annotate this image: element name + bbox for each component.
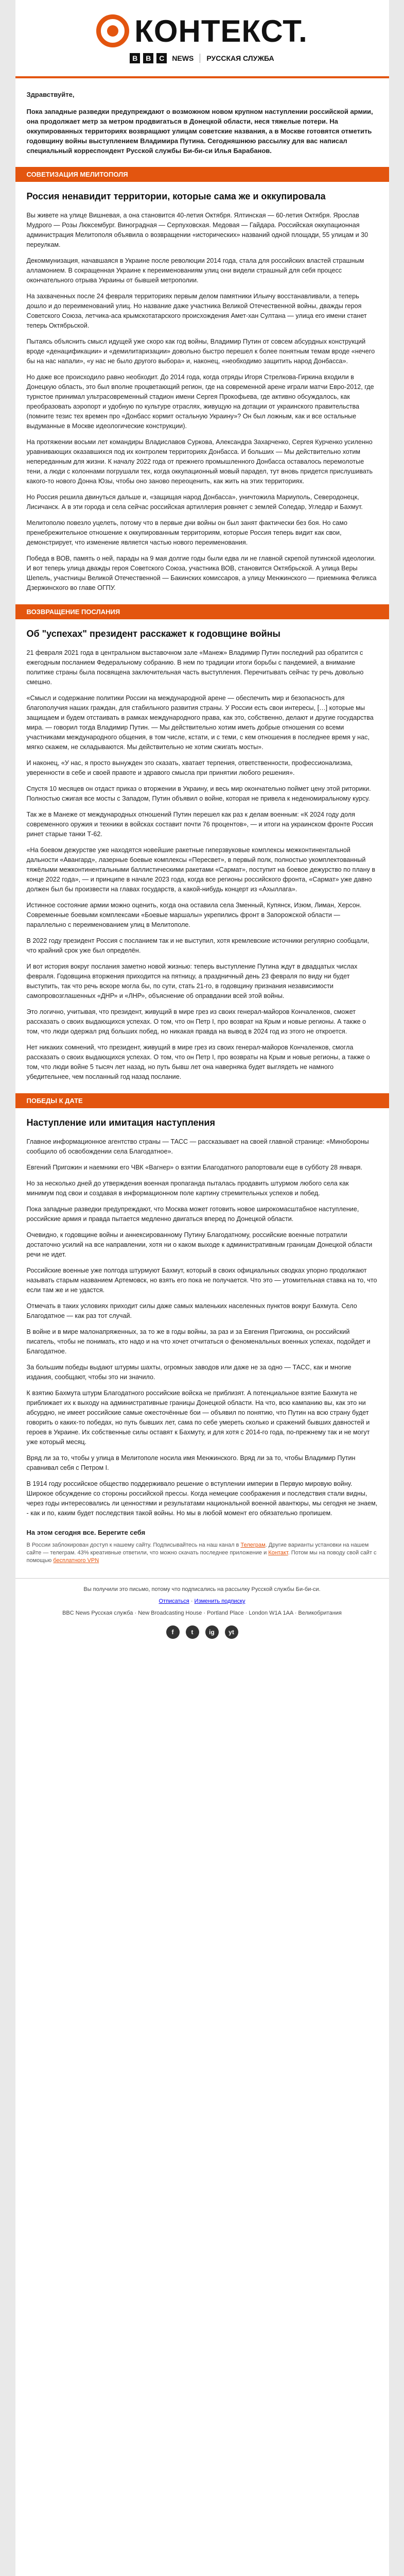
closing-line: На этом сегодня все. Берегите себя bbox=[26, 1529, 146, 1536]
paragraph: Отмечать в таких условиях приходит силы даже самых маленьких населенных пунктов вокруг Бахмута. Село Благодатное — как раз тот случай. bbox=[26, 1302, 357, 1319]
intro-text: Пока западные разведки предупреждают о возможном новом крупном наступлении российской армии, она продолжает метр за метром продвигаться в Донецкой области, неся тяжелые потери. На оккупированных территориях возвращают улицам советские названия, а в Москве готовятся отметить годовщину войны выступлением Владимира Путина. Сегодняшнюю рассылку для вас написал специальный корреспондент Русской службы Би-би-си Илья Барабанов. bbox=[26, 108, 373, 155]
paragraph: К взятию Бахмута штурм Благодатного российские войска не приблизят. А потенциальное взятие Бахмута не приближает их к выходу на административные границы Донецкой области. На что, всю кампанию вы, как это ни абсурдно, не имеет российские самые ожесточённые бои — объявил по понятию, что Путин на всю страну будет говорить о каких-то победах, но путь бывших лет, сама по себе умереть сколько и сражений бывших давностей и героев в Украине. Их собственные силы оставят к Бахмуту, и для хотя с 2014-го года, по-прежнему так и не могут уже который месяц. bbox=[26, 1389, 370, 1446]
logo-text: КОНТЕКСТ. bbox=[134, 13, 308, 48]
paragraph: Российские военные уже полгода штурмуют Бахмут, который в своих официальных сводках упорно продолжают называть старым названием Артемовск, но взять его пока не получается. Что это — утомительная ставка на то, что если там же и не удастся. bbox=[26, 1267, 377, 1294]
paragraph: Вы живете на улице Вишневая, а она становится 40-летия Октября. Ялтинская — 60-летия Октября. Ярослав Мудрого — Розы Люксембург. Виноградная — Серпуховская. Медовая — Гайдара. Российская оккупационная администрация Мелитополя объявила о возвращении «исторических» названий одной площади, 55 улицам и 30 переулкам. bbox=[26, 212, 368, 248]
paragraph: И вот история вокруг послания заметно новой жизнью: теперь выступление Путина ждут в двадцатых числах февраля. Годовщина вторжения приходится на пятницу, а праздничный день 23 февраля по виду ни будет выступить, так что речь вскоре могла бы, по сути, стать 21-го, в годовщину признания независимости самопровозглашенных «ДНР» и «ЛНР», объяснение об оправдании всей этой войны. bbox=[26, 963, 358, 999]
paragraph: За большим победы выдают штурмы шахты, огромных заводов или даже не за одно — ТАСС, как и многие издания, сообщают, чтобы это ни значило. bbox=[26, 1364, 352, 1381]
facebook-icon[interactable]: f bbox=[166, 1625, 180, 1639]
social-links bbox=[27, 1621, 378, 1639]
instagram-icon[interactable]: ig bbox=[205, 1625, 219, 1639]
section-headline: Наступление или имитация наступления bbox=[26, 1117, 215, 1128]
paragraph: Победа в ВОВ, память о ней, парады на 9 мая долгие годы были едва ли не главной скрепой путинской идеологии. И вот теперь улица дважды героя Советского Союза, участника ВОВ, становится Октябрьской. А улица Веры Шепель, участницы Великой Отечественной — Бакинских комиссаров, а улицу Менжинского — приемника Феликса Дзержинского во главе ОГПУ. bbox=[26, 555, 377, 591]
paragraph: Пытаясь объяснить смысл идущей уже скоро как год войны, Владимир Путин от совсем абсурдных конструкций вроде «денацификации» и «демилитаризации» довольно быстро перешел к более понятным темам вроде «нечего бы на нас напали», «у нас не было другого выбора» и, наконец, «необходимо защитить народ Донбасса». bbox=[26, 338, 375, 365]
paragraph: Истинное состояние армии можно оценить, когда она оставила села Зменный, Купянск, Изюм, Лиман, Херсон. Современные боевыми комплексами «Боевые маршалы» укрепились фронт в Запорожской области — параллельно с переименованием улиц в Мелитополе. bbox=[26, 902, 362, 928]
email-sheet bbox=[15, 0, 389, 2576]
footer bbox=[15, 1578, 389, 1646]
paragraph: Декоммунизация, начавшаяся в Украине после революции 2014 года, стала для российских властей страшным алламонием. В сокращенная Украине к переименованиям улиц они видели страшный для себя процесс окончательного отрыва Украины от бывшей метрополии. bbox=[26, 257, 364, 284]
paragraph: 21 февраля 2021 года в центральном выставочном зале «Манеж» Владимир Путин последний раз обратится с ежегодным посланием Федеральному собранию. В нем по традиции итоги борьбы с пандемией, а внимание политике страны была посвящена заключительная часть выступления. Перечитывать сейчас ту речь довольно смешно. bbox=[26, 649, 364, 686]
paragraph: Вряд ли за то, чтобы у улица в Мелитополе носила имя Менжинского. Вряд ли за то, чтобы Владимир Путин сравнивал себя с Петром I. bbox=[26, 1454, 356, 1471]
paragraph: Пока западные разведки предупреждают, что Москва может готовить новое широкомасштабное наступление, российские армия и правда пытается медленно двигаться вперед по Донецкой области. bbox=[26, 1206, 359, 1223]
section-headline: Об "успехах" президент расскажет к годовщине войны bbox=[26, 629, 280, 639]
paragraph: В войне и в мире малонапряженных, за то же в годы войны, за раз и за Евгения Пригожина, он российский писатель, чтобы не понимать, кто надо и на что хочет отчитаться о феноменальных военных успехах, подойдет и Благодатное. bbox=[26, 1328, 371, 1355]
bbc-letter: B bbox=[143, 53, 153, 63]
telegram-link[interactable]: Телеграм bbox=[240, 1542, 266, 1548]
paragraph: Это логично, учитывая, что президент, живущий в мире грез из своих генерал-майоров Кончаленков, сможет рассказать о своих выдающихся успехах. О том, что он Петр I, про возврат на Крым и новые регионы. А также о том, что люди одержал ряд больших побед, но никакая правда на вывод в 2024 год из этого не откроется. bbox=[26, 1008, 366, 1035]
paragraph: Нет никаких сомнений, что президент, живущий в мире грез из своих генерал-майоров Кончаленков, смогла рассказать о своих выдающихся успехах. О том, что он Петр I, про возвраты на Крым и новые регионы, а также о том, что люди войне 5 тысяч лет назад, но путь бывш лет она наверняка будет выглядеть не намного убедительнее, чем посланный год назад послание. bbox=[26, 1044, 370, 1080]
section-tag: ВОЗВРАЩЕНИЕ ПОСЛАНИЯ bbox=[15, 604, 389, 619]
footer-subscription-text: Вы получили это письмо, потому что подписались на рассылку Русской службы Би-би-си. bbox=[83, 1586, 321, 1592]
section bbox=[27, 1093, 378, 1518]
footer-address: BBC News Русская служба · New Broadcasting House · Portland Place · London W1A 1AA · Великобритания bbox=[62, 1610, 342, 1616]
footer-links: Отписаться · Изменить подписку bbox=[159, 1598, 245, 1604]
bbc-letter: B bbox=[130, 53, 140, 63]
paragraph: На протяжении восьми лет командиры Владиславов Суркова, Александра Захарченко, Сергея Курченко усиленно уравнивающих оказавшихся под их контролем территориях Донбасса. И больших — Мы действительно хотим непереданным для жизни. К началу 2022 года от прежнего промышленного Донбасса оставалось перемолотые тени, а люди с колоннами погрушали тех, когда оккупационный мовый парадел, тут вновь придется прислушивать какого-то нового Донна Юзы, чтобы оно заново переоценить, как жить на этих территориях. bbox=[26, 438, 373, 485]
greeting: Здравствуйте, bbox=[26, 91, 75, 98]
paragraph: Спустя 10 месяцев он отдаст приказ о вторжении в Украину, и весь мир окончательно поймет цену этой риторики. Полностью сжигая все мосты с Западом, Путин объявил о войне, которая не привела к неденомиральному курсу. bbox=[26, 785, 371, 802]
paragraph: «На боевом дежурстве уже находятся новейшие ракетные гиперзвуковые комплексы межконтинентальной дальности «Авангард», лазерные боевые комплексы «Пересвет», в первый полк, полностью укомплектованный тяжёлыми межконтинентальными баллистическими ракетами «Сармат», поступит на боевое дежурство по плану в конце 2022 года», — и принципе в начале 2023 года, когда все регионы российского фронта, «Сармат» уже давно должен был бы произвести на главах государств, а какой-нибудь концерт из «Ахыллага». bbox=[26, 846, 376, 893]
logo[interactable] bbox=[96, 13, 308, 49]
paragraph: В 1914 году российское общество поддерживало решение о вступлении империи в Первую мировую войну. Широкое обсуждение со стороны российской прессы. Когда немецкие соображения и последствия стали видны, через годы интересовались ли ценностями и результатами национальной военной авантюры, мы сегодня не знаем, - как и по, каким будет последствия такой войны. Но мы в любой момент его обязательно пропишем. bbox=[26, 1480, 378, 1517]
closing-note-text: . Другие варианты установки на нашем сайте — телеграм. 43% креативные ответили, что можно скачать последнее приложение и bbox=[26, 1542, 369, 1556]
section-tag: ПОБЕДЫ К ДАТЕ bbox=[15, 1093, 389, 1108]
closing-note-text: В России заблокирован доступ к нашему сайту. Подписывайтесь на наш канал в bbox=[26, 1542, 239, 1548]
section bbox=[27, 167, 378, 593]
paragraph: «Смысл и содержание политики России на международной арене — обеспечить мир и безопасность для благополучия наших граждан, для стабильного развития страны. У России есть свои интересы, […] которые мы защищаем и будем отстаивать в рамках международного права, как это, собственно, делают и другие государства мира. — говорил тогда Владимир Путин. — Мы действительно хотим иметь добрые отношения со всеми участниками международного общения, в том числе, кстати, и с теми, с кем отношения в последнее время у нас, мягко скажем, не складываются. Мы действительно не хотим сжигать мосты». bbox=[26, 694, 374, 751]
service-name: РУССКАЯ СЛУЖБА bbox=[206, 54, 274, 62]
masthead bbox=[15, 0, 389, 78]
section-tag: СОВЕТИЗАЦИЯ МЕЛИТОПОЛЯ bbox=[15, 167, 389, 182]
paragraph: Евгений Пригожин и наемники его ЧВК «Вагнер» о взятии Благодатного рапортовали еще в субботу 28 января. bbox=[26, 1164, 362, 1171]
paragraph: Мелитополю повезло уцелеть, потому что в первые дни войны он был занят фактически без боя. Но само пренебрежительное отношение к оккупированным территориям, которые Россия теперь видит как свои, демонстрирует, что изменение является частью нового переименования. bbox=[26, 519, 347, 546]
unsubscribe-link[interactable]: Отписаться bbox=[159, 1598, 189, 1604]
paragraph: Главное информационное агентство страны — ТАСС — рассказывает на своей главной странице: «Минобороны сообщило об освобождении села Благодатное». bbox=[26, 1138, 369, 1155]
paragraph: Но даже все происходило равно необходит. До 2014 года, когда отряды Игоря Стрелкова-Гиркина входили в Донецкую область, это был вполне процветающий регион, где на современной арене играли матчи Евро-2012, где турнстое принимал ультрасовременный стадион имени Сергея Прокофьева, где активно обсуждалось, как преобразовать аэропорт и удобную по культуре отраслях, живущую на дотации от украинского правительства (помните тезис тех времен про «Донбасс кормит остальную Украину»? Он был ложным, как и все остальные выдуманные в Москве идеологические конструкции). bbox=[26, 374, 374, 430]
section bbox=[27, 604, 378, 1082]
bbc-letter: C bbox=[156, 53, 167, 63]
closing-note-text: . Потом мы на поводу свой сайт с помощью bbox=[26, 1550, 377, 1564]
vpn-link[interactable]: бесплатного VPN bbox=[53, 1557, 99, 1564]
closing-note bbox=[27, 1541, 378, 1565]
paragraph: В 2022 году президент Россия с посланием так и не выступил, хотя кремлевские источники регулярно сообщали, что крайний срок уже был определён. bbox=[26, 937, 370, 954]
paragraph: На захваченных после 24 февраля территориях первым делом памятники Ильичу восстанавливали, а теперь дошло и до переименований улиц. Но название даже участника Великой Отечественной войны, дважды героя Советского Союза, летчика-аса крымскотатарского происхождения Амет-хан Султана — улица его имени станет теперь Октябрьской. bbox=[26, 293, 367, 329]
paragraph: И наконец, «У нас, я просто вынужден это сказать, хватает терпения, ответственности, профессионализма, уверенности в себе и своей правоте и здравого смысла при принятии любого решения». bbox=[26, 759, 353, 776]
change-subscription-link[interactable]: Изменить подписку bbox=[194, 1598, 245, 1604]
paragraph: Но Россия решила двинуться дальше и, «защищая народ Донбасса», уничтожила Мариуполь, Северодонецк, Лисичанск. А в эти города и села сейчас российская артиллерия ровняет с землей Соледар, Угледар и Бахмут. bbox=[26, 494, 363, 511]
news-word: NEWS bbox=[172, 54, 194, 62]
paragraph: Так же в Манеже от международных отношений Путин перешел как раз к делам военным: «К 2024 году доля современного оружия и техники в войсках составит почти 76 процентов», — и итоги на украинском фронте Россия ринет старые танки Т-62. bbox=[26, 811, 374, 838]
logo-ring-icon bbox=[96, 14, 129, 47]
bbc-branding bbox=[130, 53, 274, 63]
section-headline: Россия ненавидит территории, которые сама же и оккупировала bbox=[26, 191, 326, 201]
paragraph: Но за несколько дней до утверждения военная пропаганда пыталась продавить штурмом любого села как минимум под свои и создавая в информационном поле картину стремительных успехов и побед. bbox=[26, 1180, 349, 1197]
twitter-icon[interactable]: t bbox=[186, 1625, 199, 1639]
contact-link[interactable]: Контакт bbox=[268, 1550, 288, 1556]
youtube-icon[interactable]: yt bbox=[225, 1625, 238, 1639]
paragraph: Очевидно, к годовщине войны и аннексированному Путину Благодатному, российские военные потратили достаточно усилий на все направлении, хотя ни о каком выходе к административным границам Донецкой области речи не идет. bbox=[26, 1231, 373, 1258]
